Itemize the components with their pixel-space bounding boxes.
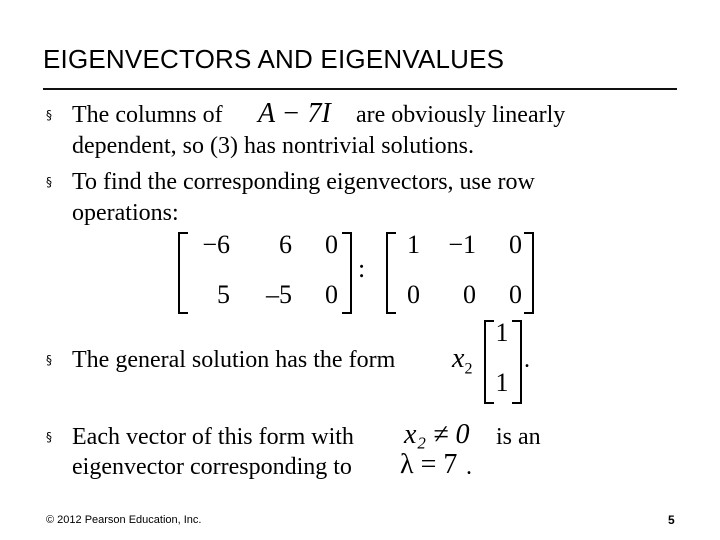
matrix-cell: 0 bbox=[463, 280, 476, 309]
matrix-cell: 1 bbox=[407, 230, 420, 259]
bullet-4-line-2: eigenvector corresponding to bbox=[72, 454, 352, 480]
bullet-4-period: . bbox=[466, 454, 472, 480]
bullet-marker: § bbox=[46, 108, 52, 122]
matrix-cell: 6 bbox=[279, 230, 292, 259]
page-number: 5 bbox=[668, 513, 675, 527]
bullet-marker: § bbox=[46, 175, 52, 189]
bullet-2-line-1: To find the corresponding eigenvectors, use row bbox=[72, 169, 535, 195]
bullet-1-text-pre: The columns of bbox=[72, 102, 223, 128]
vector-entry: 1 bbox=[495, 318, 509, 347]
nonzero-condition: x₂ ≠ 0 bbox=[404, 419, 470, 450]
bullet-2-line-2: operations: bbox=[72, 200, 179, 226]
bullet-4-text-post: is an bbox=[496, 424, 541, 450]
bullet-4-text-pre: Each vector of this form with bbox=[72, 424, 354, 450]
bullet-1-text-post: are obviously linearly bbox=[356, 102, 566, 128]
solution-scalar bbox=[452, 343, 472, 379]
eigenvalue-expression: λ = 7 bbox=[400, 449, 458, 480]
right-bracket bbox=[524, 232, 534, 314]
matrix-cell: 0 bbox=[325, 230, 338, 259]
solution-scalar-var: x bbox=[452, 343, 465, 374]
matrix-cell: −6 bbox=[202, 230, 230, 259]
matrix-expression: A − 7I bbox=[258, 98, 331, 129]
bullet-marker: § bbox=[46, 353, 52, 367]
bullet-marker: § bbox=[46, 430, 52, 444]
matrix-cell: 0 bbox=[509, 230, 522, 259]
bullet-1-line-1 bbox=[72, 101, 223, 129]
matrix-cell: 0 bbox=[325, 280, 338, 309]
slide-title: EIGENVECTORS AND EIGENVALUES bbox=[43, 44, 505, 74]
matrix-cell: 5 bbox=[217, 280, 230, 309]
matrix-cell: −1 bbox=[448, 230, 476, 259]
matrix-cell: 0 bbox=[509, 280, 522, 309]
matrix-cell: 0 bbox=[407, 280, 420, 309]
row-equivalence-symbol: : bbox=[358, 254, 366, 283]
title-divider bbox=[43, 88, 677, 90]
right-bracket bbox=[512, 320, 522, 404]
bullet-3-period: . bbox=[524, 347, 530, 373]
bullet-3-text: The general solution has the form bbox=[72, 347, 396, 373]
bullet-1-line-2: dependent, so (3) has nontrivial solutions. bbox=[72, 133, 474, 159]
solution-scalar-sub: 2 bbox=[464, 360, 473, 378]
left-bracket bbox=[178, 232, 188, 314]
vector-entry: 1 bbox=[495, 368, 509, 397]
matrix-cell: –5 bbox=[266, 280, 292, 309]
copyright-footer: © 2012 Pearson Education, Inc. bbox=[46, 514, 202, 526]
right-bracket bbox=[342, 232, 352, 314]
